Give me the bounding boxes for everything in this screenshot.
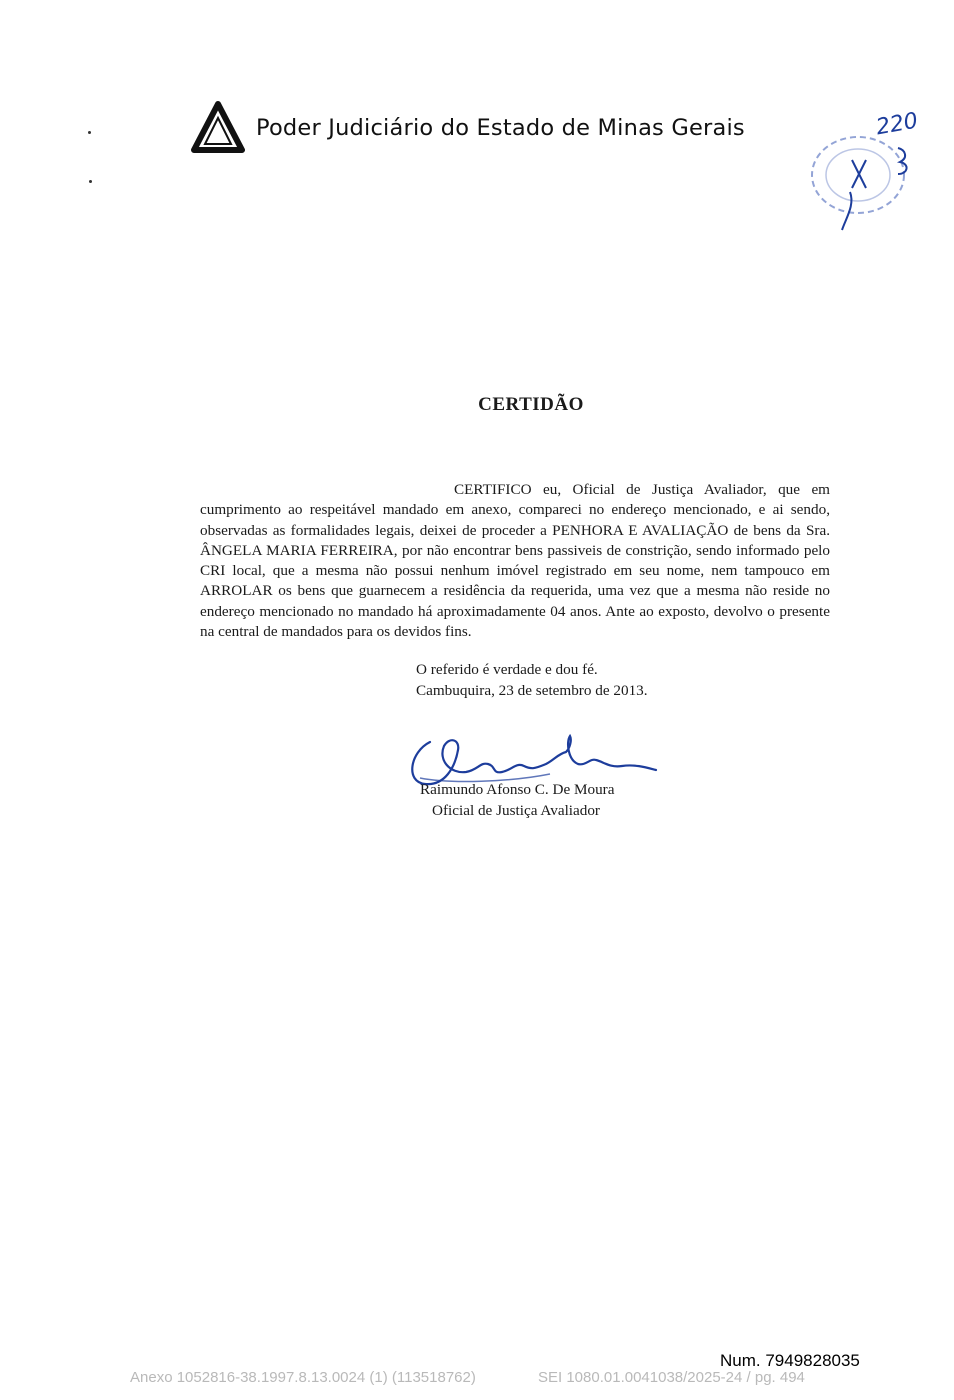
closing-line: O referido é verdade e dou fé. bbox=[416, 661, 598, 678]
document-title: CERTIDÃO bbox=[478, 394, 584, 415]
certificate-paragraph: CERTIFICO eu, Oficial de Justiça Avaliador, que em cumprimento ao respeitável mandado em anexo, compareci no endereço mencionado, e ai sendo, observadas as formalidades legais, deixei de proceder a PENHORA E AVALIAÇÃO de bens da Sra. ÂNGELA MARIA FERREIRA, por não encontrar bens passiveis de constrição, sendo informado pelo CRI local, que a mesma não possui nenhum imóvel registrado em seu nome, nem tampouco em ARROLAR os bens que guarnecem a residência da requerida, uma vez que a mesma não reside no endereço mencionado no mandado há aproximadamente 04 anos. Ante ao exposto, devolvo o presente na central de mandados para os devidos fins. bbox=[200, 481, 830, 641]
place-date: Cambuquira, 23 de setembro de 2013. bbox=[416, 681, 648, 699]
signer-block bbox=[420, 780, 614, 821]
handwritten-page-number: 220 bbox=[874, 108, 920, 141]
annex-reference: Anexo 1052816-38.1997.8.13.0024 (1) (113518762) bbox=[130, 1369, 476, 1386]
court-name: Poder Judiciário do Estado de Minas Gerais bbox=[256, 115, 745, 141]
sei-reference: SEI 1080.01.0041038/2025-24 / pg. 494 bbox=[538, 1369, 805, 1386]
document-number: Num. 7949828035 bbox=[720, 1351, 860, 1370]
scan-speck bbox=[88, 131, 91, 134]
closing-block bbox=[416, 660, 648, 701]
signer-name: Raimundo Afonso C. De Moura bbox=[420, 781, 615, 798]
document-header bbox=[190, 100, 745, 156]
scan-speck bbox=[89, 180, 92, 183]
certificate-body bbox=[200, 480, 830, 642]
signer-role: Oficial de Justiça Avaliador bbox=[432, 801, 600, 819]
triangle-logo-icon bbox=[190, 100, 246, 156]
